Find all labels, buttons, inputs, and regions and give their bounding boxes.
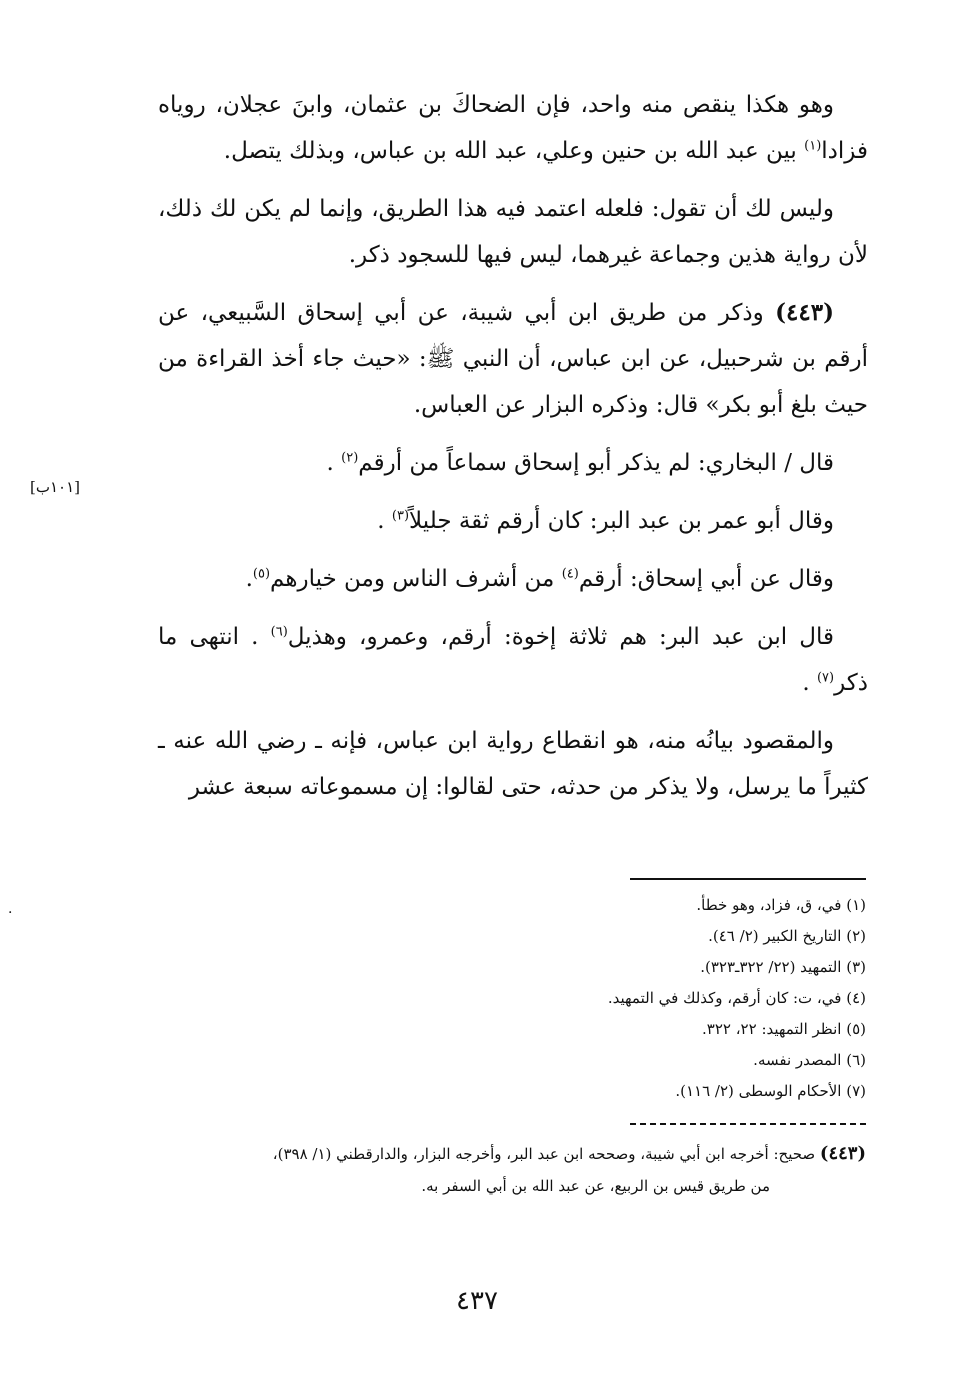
paragraph-8 (158, 718, 868, 810)
footnote-ref[interactable]: (٦) (270, 624, 288, 640)
footnote-item (330, 1045, 866, 1076)
takhrij-line-1 (150, 1138, 866, 1170)
paragraph-text: قال / البخاري: لم يذكر أبو إسحاق سماعاً من أرقم (358, 450, 834, 476)
page-number: ٤٣٧ (456, 1286, 498, 1316)
takhrij-text: من طريق قيس بن الربيع، عن عبد الله بن أبي السفر به. (421, 1177, 770, 1195)
paragraph-7 (158, 614, 868, 706)
footnote-ref[interactable]: (٣) (391, 508, 410, 524)
paragraph-2 (158, 186, 868, 278)
footnote-number: (٦) (846, 1051, 866, 1069)
footnote-ref[interactable]: (٧) (816, 670, 835, 686)
manuscript-folio-marker: [١٠١ب] (30, 478, 81, 496)
main-text (158, 82, 868, 822)
paragraph-6 (158, 556, 868, 602)
footnote-ref[interactable]: (٤) (561, 566, 579, 582)
footnote-text: انظر التمهيد: ٢٢، ٣٢٢. (701, 1020, 842, 1038)
paragraph-text: . (377, 508, 392, 534)
footnote-item (330, 1014, 866, 1045)
footnote-item (330, 983, 866, 1014)
paragraph-text: وهو هكذا ينقص منه واحد، فإن الضحاكَ بن عثمان، وابنَ عجلان، روياه فزادا (158, 92, 868, 164)
footnote-number: (٢) (846, 927, 866, 945)
hadith-number: (٤٤٣) (819, 1143, 866, 1164)
stray-dot: · (8, 905, 13, 921)
paragraph-text: والمقصود بيانُه منه، هو انقطاع رواية ابن عباس، فإنه ـ رضي الله عنه ـ كثيراً ما يرسل، ولا يذكر من حدثه، حتى لقالوا: إن مسموعاته سبعة عشر (158, 728, 868, 800)
paragraph-text: . (802, 670, 817, 696)
paragraph-text: بين عبد الله بن حنين وعلي، عبد الله بن عباس، وبذلك يتصل. (223, 138, 805, 164)
footnote-text: المصدر نفسه. (753, 1051, 842, 1069)
paragraph-3 (158, 290, 868, 428)
paragraph-text: . (326, 450, 342, 476)
footnote-text: الأحكام الوسطى (٢/ ١١٦). (675, 1082, 842, 1100)
footnote-ref[interactable]: (٥) (252, 566, 271, 582)
footnote-item (330, 1076, 866, 1107)
footnote-ref[interactable]: (٢) (341, 450, 359, 466)
footnote-ref[interactable]: (١) (804, 138, 822, 154)
footnote-text: في، ق، فزاد، وهو خطأ. (696, 896, 842, 914)
footnote-text: التمهيد (٢٢/ ٣٢٢ـ٣٢٣). (700, 958, 842, 976)
footnote-number: (٣) (846, 958, 866, 976)
footnote-text: في، ت: كان أرقم، وكذلك في التمهيد. (607, 989, 842, 1007)
footnote-number: (٥) (846, 1020, 866, 1038)
takhrij-separator (630, 1123, 866, 1125)
hadith-number: (٤٤٣) (775, 299, 834, 326)
footnote-number: (١) (846, 896, 866, 914)
footnote-number: (٧) (846, 1082, 866, 1100)
footnote-text: التاريخ الكبير (٢/ ٤٦). (708, 927, 842, 945)
paragraph-text: وقال عن أبي إسحاق: أرقم (578, 566, 834, 592)
footnote-item (330, 921, 866, 952)
footnote-item (330, 952, 866, 983)
hadith-grading-note (150, 1138, 866, 1202)
footnote-number: (٤) (846, 989, 866, 1007)
paragraph-text: من أشرف الناس ومن خيارهم (270, 566, 562, 592)
paragraph-text: قال ابن عبد البر: هم ثلاثة إخوة: أرقم، وعمرو، وهذيل (287, 624, 835, 650)
footnote-separator (630, 878, 866, 880)
paragraph-text: وليس لك أن تقول: فلعله اعتمد فيه هذا الطريق، وإنما لم يكن لك ذلك، لأن رواية هذين وجماعة غيرهما، ليس فيها للسجود ذكر. (158, 196, 868, 268)
paragraph-text: وذكر من طريق ابن أبي شيبة، عن أبي إسحاق السَّبيعي، عن أرقم بن شرحبيل، عن ابن عباس، أن النبي ﷺ: «حيث جاء أخذ القراءة من حيث بلغ أبو بكر» قال: وذكره البزار عن العباس. (158, 300, 868, 418)
paragraph-1 (158, 82, 868, 174)
paragraph-text: . (245, 566, 253, 592)
paragraph-5 (158, 498, 868, 544)
footnotes (330, 890, 866, 1107)
paragraph-text: وقال أبو عمر بن عبد البر: كان أرقم ثقة جليلاً (409, 508, 834, 534)
takhrij-text: صحيح: أخرجه ابن أبي شيبة، وصححه ابن عبد البر، وأخرجه البزار، والدارقطني (١/ ٣٩٨)، (272, 1145, 820, 1163)
footnote-item (330, 890, 866, 921)
paragraph-4 (158, 440, 868, 486)
paragraph-text: . انتهى ما ذكر (158, 624, 868, 696)
